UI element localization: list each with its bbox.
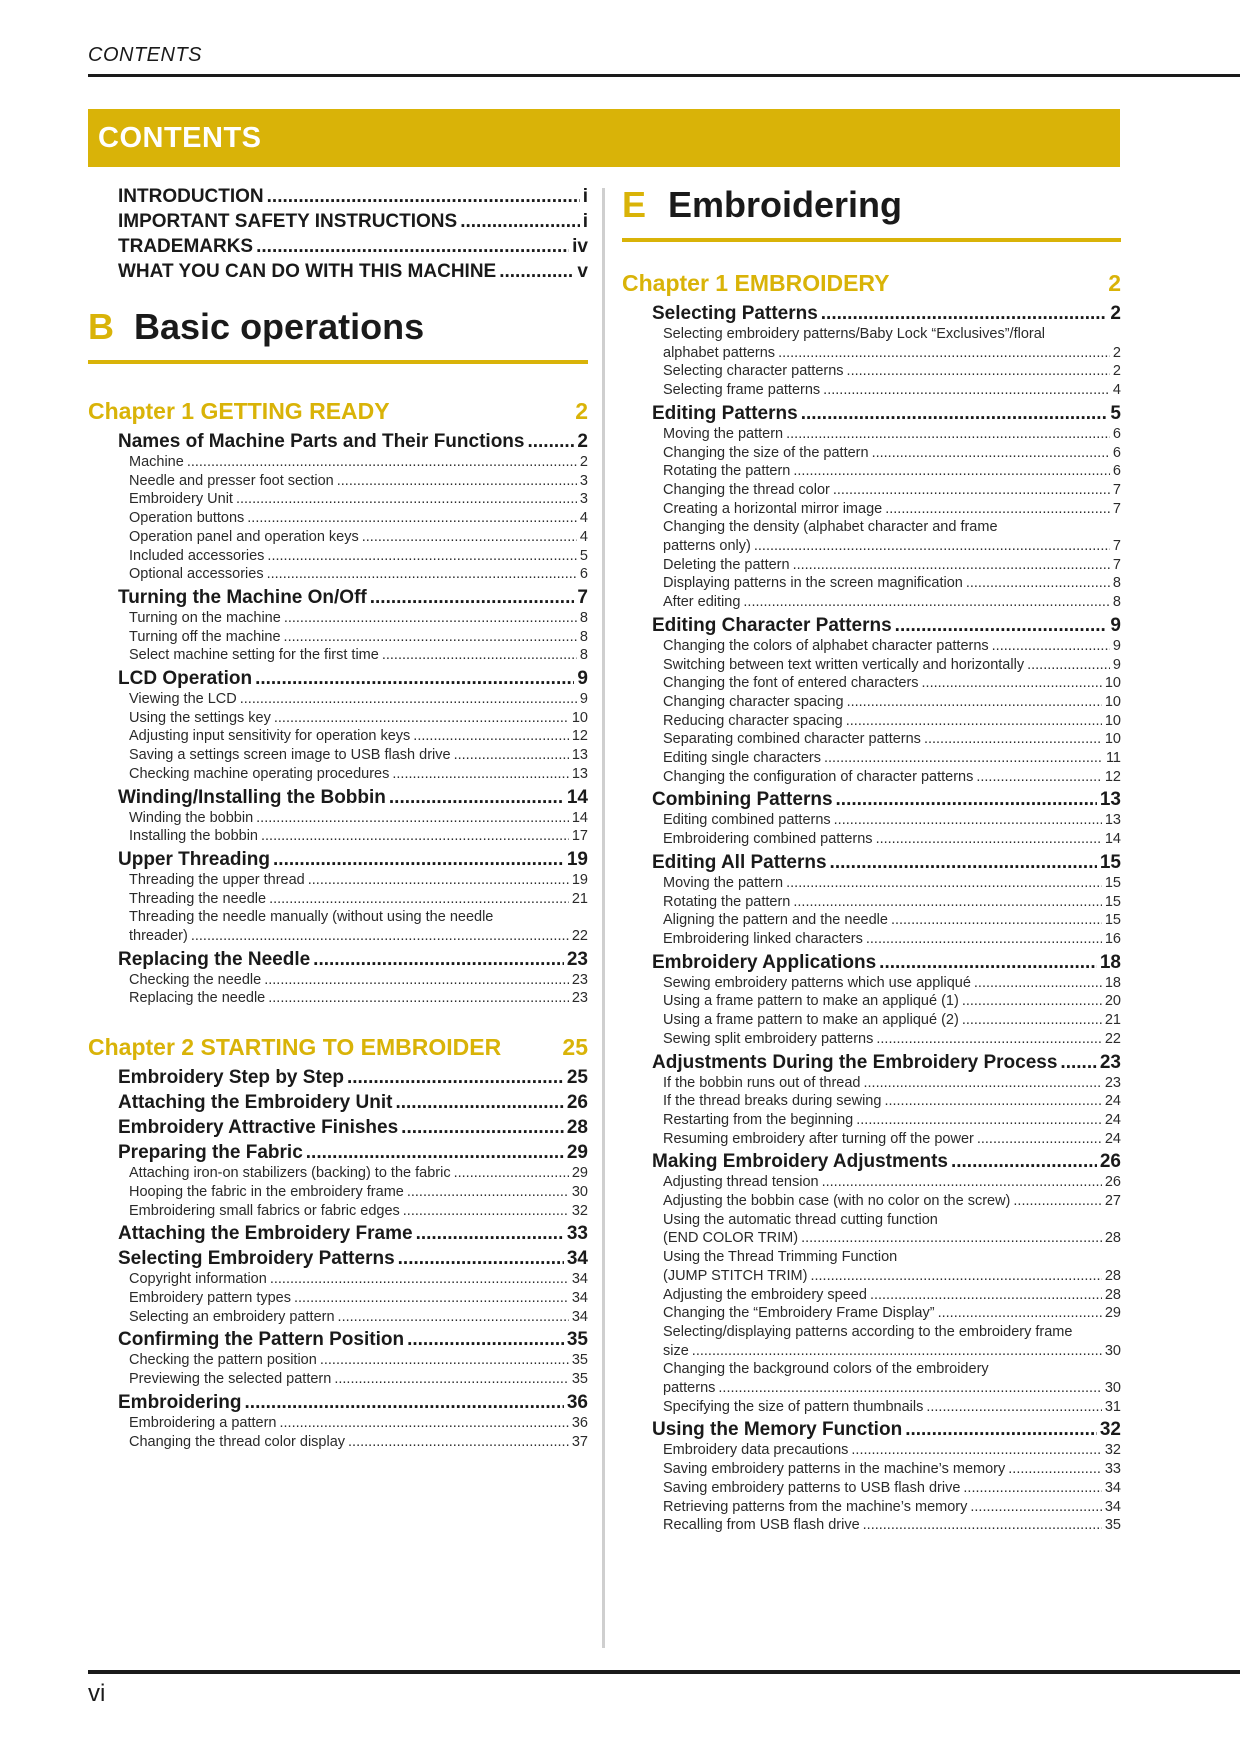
toc-subentry[interactable]: Specifying the size of pattern thumbnails ..... 31 [663, 1398, 1121, 1417]
toc-section[interactable]: Embroidery Attractive Finishes ..... 28 [118, 1117, 588, 1139]
toc-subentry[interactable]: Changing the background colors of the embroidery patterns ..... 30 [663, 1360, 1121, 1397]
toc-subentry[interactable]: Included accessories ..... 5 [129, 547, 588, 566]
part-heading-e [622, 184, 1121, 242]
toc-subentry[interactable]: Embroidery Unit ..... 3 [129, 490, 588, 509]
toc-entry[interactable]: IMPORTANT SAFETY INSTRUCTIONS ..... i [118, 209, 588, 234]
toc-subentry[interactable]: Moving the pattern ..... 6 [663, 425, 1121, 444]
toc-subentry[interactable]: Deleting the pattern ..... 7 [663, 556, 1121, 575]
toc-section[interactable]: Embroidery Step by Step ..... 25 [118, 1067, 588, 1089]
toc-subentry[interactable]: Selecting frame patterns ..... 4 [663, 381, 1121, 400]
toc-subentry[interactable]: Using the automatic thread cutting function (END COLOR TRIM) ..... 28 [663, 1211, 1121, 1248]
toc-subentry[interactable]: Machine ..... 2 [129, 453, 588, 472]
toc-subentry[interactable]: Switching between text written vertically and horizontally ..... 9 [663, 656, 1121, 675]
toc-subentry[interactable]: Winding the bobbin ..... 14 [129, 809, 588, 828]
toc-subentry[interactable]: Optional accessories ..... 6 [129, 565, 588, 584]
right-column [622, 184, 1121, 1535]
toc-entry[interactable]: INTRODUCTION ..... i [118, 184, 588, 209]
toc-subentry[interactable]: Adjusting thread tension ..... 26 [663, 1173, 1121, 1192]
toc-subentry[interactable]: Retrieving patterns from the machine’s memory ..... 34 [663, 1498, 1121, 1517]
toc-subentry[interactable]: Adjusting the bobbin case (with no color on the screw) ..... 27 [663, 1192, 1121, 1211]
toc-subentry[interactable]: If the thread breaks during sewing ..... 24 [663, 1092, 1121, 1111]
toc-subentry[interactable]: Using a frame pattern to make an appliqué (1) ..... 20 [663, 992, 1121, 1011]
toc-subentry[interactable]: Creating a horizontal mirror image ..... 7 [663, 500, 1121, 519]
toc-subentry[interactable]: Selecting embroidery patterns/Baby Lock “Exclusives”/floral alphabet patterns ..... 2 [663, 325, 1121, 362]
toc-subentry[interactable]: Displaying patterns in the screen magnification ..... 8 [663, 574, 1121, 593]
toc-subentry[interactable]: Separating combined character patterns ..... 10 [663, 730, 1121, 749]
toc-subentry[interactable]: Turning on the machine ..... 8 [129, 609, 588, 628]
toc-subentry[interactable]: Embroidering a pattern ..... 36 [129, 1414, 588, 1433]
toc-subentry[interactable]: Selecting character patterns ..... 2 [663, 362, 1121, 381]
toc-subentry[interactable]: Using the settings key ..... 10 [129, 709, 588, 728]
intro-list [118, 184, 588, 284]
toc-subentry[interactable]: Resuming embroidery after turning off the power ..... 24 [663, 1130, 1121, 1149]
toc-subentry[interactable]: Hooping the fabric in the embroidery frame ..... 30 [129, 1183, 588, 1202]
toc-subentry[interactable]: Previewing the selected pattern ..... 35 [129, 1370, 588, 1389]
toc-section[interactable]: Adjustments During the Embroidery Process ..... 23 [652, 1052, 1121, 1074]
toc-subentry[interactable]: Selecting an embroidery pattern ..... 34 [129, 1308, 588, 1327]
toc-section[interactable]: LCD Operation ..... 9 [118, 668, 588, 690]
chapter-heading[interactable]: Chapter 1 EMBROIDERY 2 [622, 270, 1121, 296]
toc-subentry[interactable]: Viewing the LCD ..... 9 [129, 690, 588, 709]
toc-section[interactable]: Making Embroidery Adjustments ..... 26 [652, 1151, 1121, 1173]
toc-section[interactable]: Replacing the Needle ..... 23 [118, 949, 588, 971]
toc-subentry[interactable]: Selecting/displaying patterns according to the embroidery frame size ..... 30 [663, 1323, 1121, 1360]
running-head: CONTENTS [88, 44, 202, 66]
bottom-rule [88, 1670, 1240, 1674]
toc-subentry[interactable]: Copyright information ..... 34 [129, 1270, 588, 1289]
toc-subentry[interactable]: Reducing character spacing ..... 10 [663, 712, 1121, 731]
toc-subentry[interactable]: Saving embroidery patterns in the machine’s memory ..... 33 [663, 1460, 1121, 1479]
toc-subentry[interactable]: Operation buttons ..... 4 [129, 509, 588, 528]
toc-subentry[interactable]: If the bobbin runs out of thread ..... 23 [663, 1074, 1121, 1093]
toc-section[interactable]: Editing Patterns ..... 5 [652, 403, 1121, 425]
toc-subentry[interactable]: Changing the thread color display ..... 37 [129, 1433, 588, 1452]
toc-section[interactable]: Preparing the Fabric ..... 29 [118, 1142, 588, 1164]
toc-subentry[interactable]: After editing ..... 8 [663, 593, 1121, 612]
toc-subentry[interactable]: Saving embroidery patterns to USB flash drive ..... 34 [663, 1479, 1121, 1498]
toc-subentry[interactable]: Changing the “Embroidery Frame Display” ..... 29 [663, 1304, 1121, 1323]
toc-subentry[interactable]: Embroidery data precautions ..... 32 [663, 1441, 1121, 1460]
toc-subentry[interactable]: Moving the pattern ..... 15 [663, 874, 1121, 893]
toc-section[interactable]: Attaching the Embroidery Frame ..... 33 [118, 1223, 588, 1245]
toc-section[interactable]: Turning the Machine On/Off ..... 7 [118, 587, 588, 609]
toc-subentry[interactable]: Checking the pattern position ..... 35 [129, 1351, 588, 1370]
toc-section[interactable]: Editing All Patterns ..... 15 [652, 852, 1121, 874]
toc-subentry[interactable]: Rotating the pattern ..... 15 [663, 893, 1121, 912]
toc-subentry[interactable]: Sewing split embroidery patterns ..... 22 [663, 1030, 1121, 1049]
toc-section[interactable]: Using the Memory Function ..... 32 [652, 1419, 1121, 1441]
toc-section[interactable]: Combining Patterns ..... 13 [652, 789, 1121, 811]
toc-subentry[interactable]: Changing the colors of alphabet character patterns ..... 9 [663, 637, 1121, 656]
toc-subentry[interactable]: Checking the needle ..... 23 [129, 971, 588, 990]
left-column [88, 184, 588, 1451]
toc-subentry[interactable]: Threading the needle manually (without using the needle threader) ..... 22 [129, 908, 588, 945]
toc-section[interactable]: Names of Machine Parts and Their Functions ..... 2 [118, 431, 588, 453]
toc-subentry[interactable]: Attaching iron-on stabilizers (backing) to the fabric ..... 29 [129, 1164, 588, 1183]
toc-subentry[interactable]: Installing the bobbin ..... 17 [129, 827, 588, 846]
toc-subentry[interactable]: Embroidering small fabrics or fabric edges ..... 32 [129, 1202, 588, 1221]
toc-subentry[interactable]: Embroidering combined patterns ..... 14 [663, 830, 1121, 849]
toc-subentry[interactable]: Operation panel and operation keys ..... 4 [129, 528, 588, 547]
part-letter: E [622, 184, 647, 225]
toc-subentry[interactable]: Aligning the pattern and the needle ..... 15 [663, 911, 1121, 930]
chapter-heading[interactable]: Chapter 2 STARTING TO EMBROIDER 25 [88, 1034, 588, 1061]
toc-subentry[interactable]: Rotating the pattern ..... 6 [663, 462, 1121, 481]
toc-subentry[interactable]: Changing the size of the pattern ..... 6 [663, 444, 1121, 463]
toc-subentry[interactable]: Checking machine operating procedures ..... 13 [129, 765, 588, 784]
toc-section[interactable]: Confirming the Pattern Position ..... 35 [118, 1329, 588, 1351]
toc-entry[interactable]: TRADEMARKS ..... iv [118, 234, 588, 259]
toc-subentry[interactable]: Needle and presser foot section ..... 3 [129, 472, 588, 491]
toc-subentry[interactable]: Changing the density (alphabet character and frame patterns only) ..... 7 [663, 518, 1121, 555]
toc-subentry[interactable]: Using a frame pattern to make an appliqué (2) ..... 21 [663, 1011, 1121, 1030]
toc-section[interactable]: Upper Threading ..... 19 [118, 849, 588, 871]
toc-subentry[interactable]: Changing the font of entered characters ..... 10 [663, 674, 1121, 693]
toc-subentry[interactable]: Replacing the needle ..... 23 [129, 989, 588, 1008]
toc-subentry[interactable]: Changing character spacing ..... 10 [663, 693, 1121, 712]
top-rule [88, 74, 1240, 77]
toc-subentry[interactable]: Changing the thread color ..... 7 [663, 481, 1121, 500]
toc-subentry[interactable]: Adjusting the embroidery speed ..... 28 [663, 1286, 1121, 1305]
part-title: Embroidering [668, 184, 903, 225]
contents-banner: CONTENTS [88, 109, 1120, 167]
toc-subentry[interactable]: Editing combined patterns ..... 13 [663, 811, 1121, 830]
page-number: vi [88, 1680, 106, 1707]
toc-subentry[interactable]: Turning off the machine ..... 8 [129, 628, 588, 647]
toc-section[interactable]: Editing Character Patterns ..... 9 [652, 615, 1121, 637]
toc-section[interactable]: Selecting Patterns ..... 2 [652, 303, 1121, 325]
toc-subentry[interactable]: Select machine setting for the first time ..... 8 [129, 646, 588, 665]
part-heading-b [88, 306, 588, 364]
toc-subentry[interactable]: Restarting from the beginning ..... 24 [663, 1111, 1121, 1130]
toc-subentry[interactable]: Threading the upper thread ..... 19 [129, 871, 588, 890]
toc-section[interactable]: Winding/Installing the Bobbin ..... 14 [118, 787, 588, 809]
toc-subentry[interactable]: Recalling from USB flash drive ..... 35 [663, 1516, 1121, 1535]
toc-subentry[interactable]: Embroidery pattern types ..... 34 [129, 1289, 588, 1308]
toc-subentry[interactable]: Sewing embroidery patterns which use appliqué ..... 18 [663, 974, 1121, 993]
toc-entry[interactable]: WHAT YOU CAN DO WITH THIS MACHINE ..... v [118, 259, 588, 284]
toc-section[interactable]: Embroidering ..... 36 [118, 1392, 588, 1414]
toc-subentry[interactable]: Threading the needle ..... 21 [129, 890, 588, 909]
toc-subentry[interactable]: Embroidering linked characters ..... 16 [663, 930, 1121, 949]
toc-subentry[interactable]: Changing the configuration of character patterns ..... 12 [663, 768, 1121, 787]
toc-subentry[interactable]: Editing single characters ..... 11 [663, 749, 1121, 768]
toc-subentry[interactable]: Saving a settings screen image to USB flash drive ..... 13 [129, 746, 588, 765]
column-divider [602, 188, 605, 1648]
part-title: Basic operations [134, 306, 425, 347]
toc-subentry[interactable]: Adjusting input sensitivity for operation keys ..... 12 [129, 727, 588, 746]
toc-subentry[interactable]: Using the Thread Trimming Function (JUMP STITCH TRIM) ..... 28 [663, 1248, 1121, 1285]
toc-section[interactable]: Selecting Embroidery Patterns ..... 34 [118, 1248, 588, 1270]
chapter-heading[interactable]: Chapter 1 GETTING READY 2 [88, 398, 588, 424]
toc-section[interactable]: Embroidery Applications ..... 18 [652, 952, 1121, 974]
part-letter: B [88, 306, 114, 347]
toc-section[interactable]: Attaching the Embroidery Unit ..... 26 [118, 1092, 588, 1114]
